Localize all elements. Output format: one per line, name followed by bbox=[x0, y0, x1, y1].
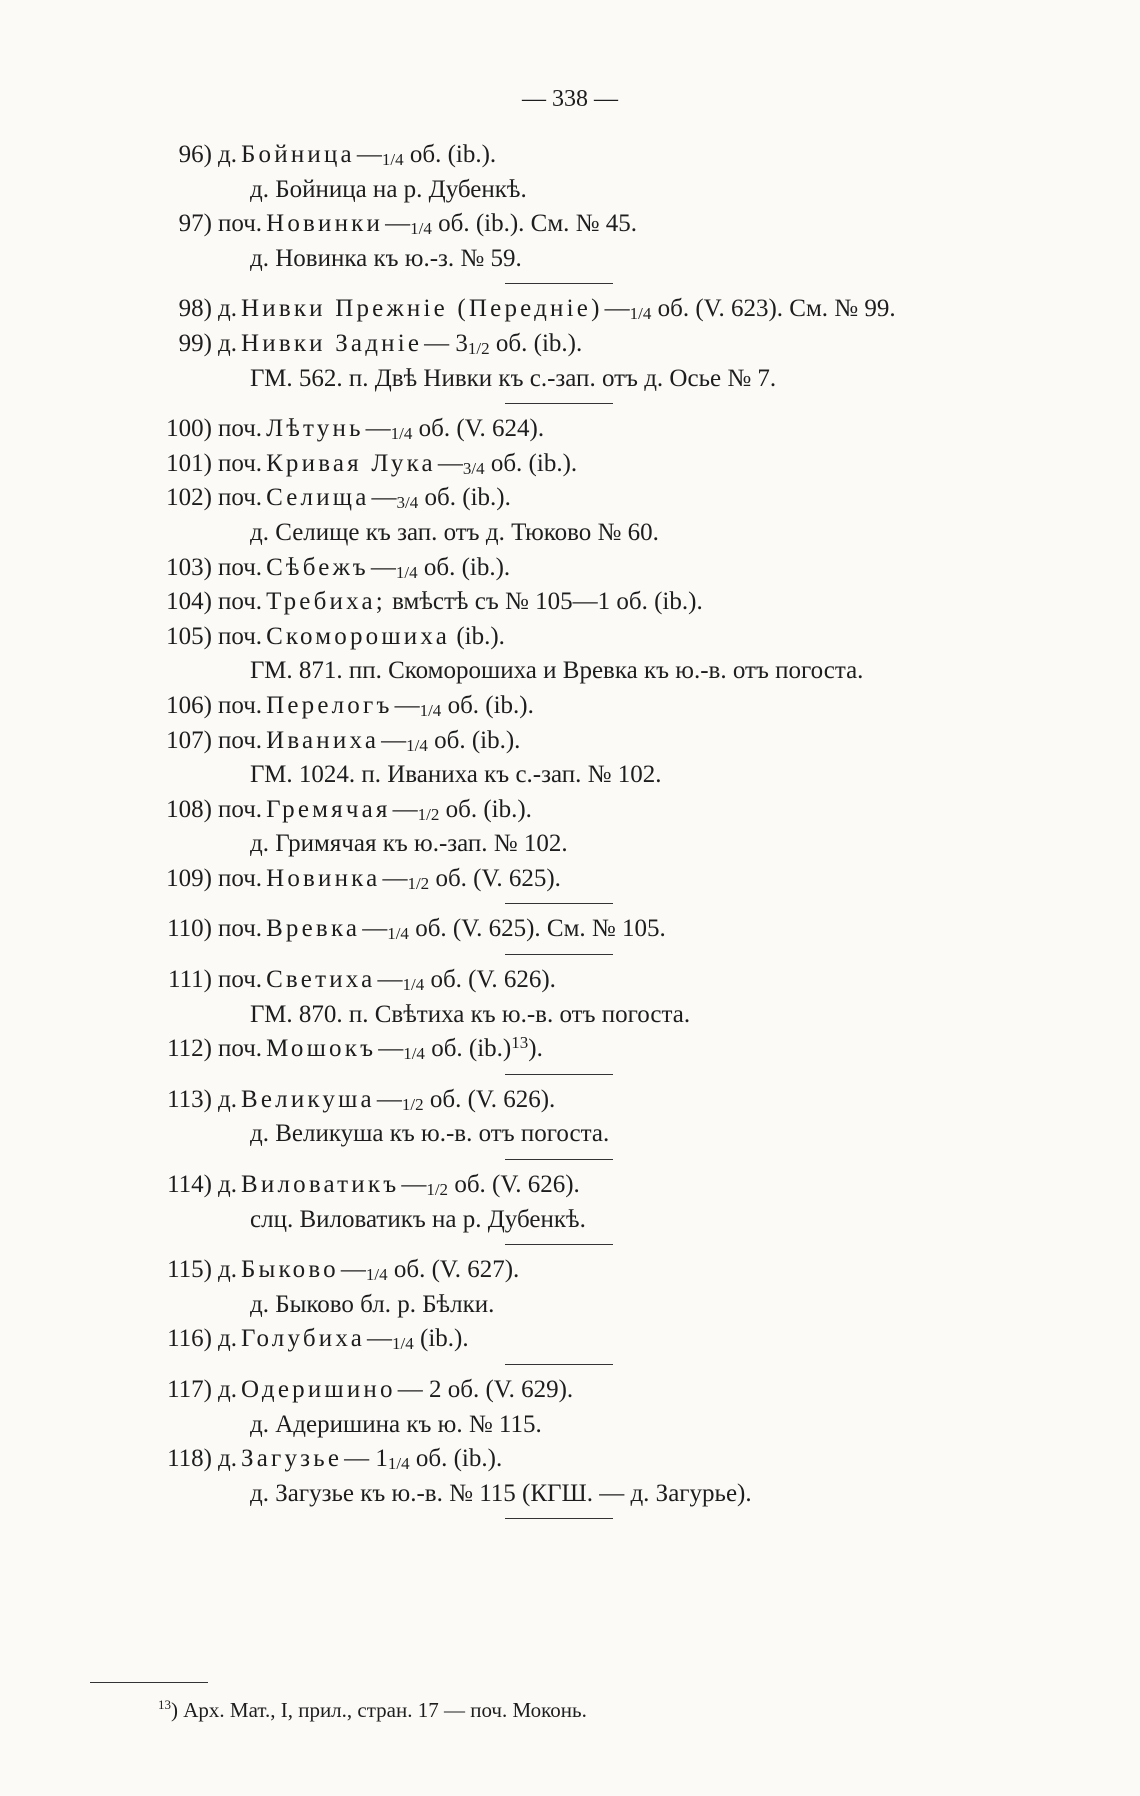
entry-name: Иваниха bbox=[266, 726, 380, 754]
entry-name: Виловатикъ bbox=[240, 1171, 400, 1199]
entry-name: Новинки bbox=[266, 210, 384, 238]
entry-rest: об. (V. 627). bbox=[387, 1256, 520, 1284]
entry-number: 108) bbox=[166, 795, 212, 823]
entry-prefix: поч. bbox=[218, 415, 263, 443]
entry-line bbox=[130, 1168, 1060, 1203]
entry-dash: — bbox=[385, 210, 411, 238]
entry-subline: д. Загузье къ ю.-в. № 115 (КГШ. — д. Загурье). bbox=[250, 1479, 752, 1507]
entry-prefix: поч. bbox=[218, 795, 263, 823]
entry-number: 101) bbox=[166, 449, 212, 477]
entry-number: 97) bbox=[178, 210, 212, 238]
section-separator bbox=[130, 896, 1060, 912]
entry-line bbox=[130, 724, 1060, 759]
entry-subline: ГМ. 1024. п. Иваниха къ с.-зап. № 102. bbox=[250, 761, 662, 789]
entry-name: Сѣбежъ bbox=[266, 553, 369, 581]
entry-fraction: 1/4 bbox=[629, 304, 652, 324]
entry-line bbox=[130, 1253, 1060, 1288]
entry-dash: — bbox=[437, 449, 463, 477]
entry-prefix: д. bbox=[218, 1376, 237, 1403]
entry-prefix: д. bbox=[218, 1171, 237, 1199]
entry-fraction: 1/2 bbox=[407, 873, 430, 893]
entry-prefix: д. bbox=[218, 1085, 237, 1113]
entry-number: 115) bbox=[167, 1256, 212, 1284]
entry-dash: — bbox=[378, 1035, 404, 1063]
entry-rest: об. (V. 629). bbox=[441, 1376, 574, 1403]
entry-rest: об. (V. 623). См. № 99. bbox=[651, 295, 896, 323]
entry-dash: — 1 bbox=[344, 1445, 388, 1473]
entry-prefix: поч. bbox=[218, 484, 263, 512]
footnote-mark: 13 bbox=[158, 1697, 171, 1712]
entry-fraction: 1/2 bbox=[401, 1094, 424, 1114]
entry-number: 116) bbox=[167, 1325, 212, 1353]
entry-fraction: 1/2 bbox=[417, 804, 440, 824]
entry-rest: об. (V. 625). bbox=[429, 864, 561, 892]
entry-list bbox=[130, 138, 1060, 1527]
entry-prefix: поч. bbox=[218, 864, 263, 892]
entry-dash: — bbox=[365, 415, 391, 443]
entry-fraction: 1/4 bbox=[402, 975, 425, 995]
entry-prefix: д. bbox=[218, 141, 237, 168]
entry-dash: — bbox=[371, 484, 397, 512]
entry-fraction: 1/4 bbox=[381, 150, 404, 169]
section-separator bbox=[130, 1152, 1060, 1168]
entry-line bbox=[130, 481, 1060, 516]
entry-fraction: 3/4 bbox=[396, 493, 419, 513]
entry-line bbox=[130, 862, 1060, 897]
entry-prefix: поч. bbox=[218, 1035, 263, 1063]
entry-prefix: поч. bbox=[218, 966, 263, 994]
entry-name: Одеришино bbox=[240, 1376, 396, 1403]
entry-prefix: д. bbox=[218, 1325, 237, 1353]
entry-line bbox=[130, 689, 1060, 724]
entry-dash: — bbox=[401, 1171, 427, 1199]
entry-name: Быково bbox=[240, 1256, 339, 1284]
entry-rest: об. (ib.). bbox=[489, 329, 583, 357]
entry-dash: — bbox=[362, 915, 388, 943]
entry-subline: д. Великуша къ ю.-в. отъ погоста. bbox=[250, 1120, 610, 1148]
entry-rest: об. (ib.). bbox=[439, 795, 532, 823]
entry-dash: — bbox=[377, 966, 403, 994]
entry-fraction: 1/4 bbox=[390, 424, 413, 444]
entry-number: 114) bbox=[167, 1171, 212, 1199]
entry-prefix: поч. bbox=[218, 210, 263, 238]
entry-line bbox=[130, 1442, 1060, 1477]
entry-subline: ГМ. 562. п. Двѣ Нивки къ с.-зап. отъ д. Осье № 7. bbox=[250, 364, 777, 392]
entry-rest: об. (ib.). bbox=[441, 691, 534, 719]
entry-rest: об. (V. 626). bbox=[423, 1085, 556, 1113]
footnote-text: ) Арх. Мат., I, прил., стран. 17 — поч. Моконь. bbox=[171, 1698, 587, 1722]
entry-name: Требиха; bbox=[266, 588, 386, 616]
entry-name: Бойница bbox=[240, 141, 355, 168]
entry-dash: — bbox=[376, 1085, 402, 1113]
entry-prefix: поч. bbox=[218, 622, 263, 650]
section-separator bbox=[130, 947, 1060, 963]
entry-name: Светиха bbox=[266, 966, 376, 994]
entry-name: Великуша bbox=[240, 1085, 375, 1113]
entry-fraction: 1/4 bbox=[395, 562, 418, 582]
entry-line bbox=[130, 793, 1060, 828]
entry-rest: об. (V. 626). bbox=[424, 966, 556, 994]
entry-number: 107) bbox=[166, 726, 212, 754]
entry-number: 103) bbox=[166, 553, 212, 581]
entry-name: Кривая Лука bbox=[266, 449, 436, 477]
entry-subline: д. Быково бл. р. Бѣлки. bbox=[250, 1290, 495, 1318]
entry-prefix: д. bbox=[218, 329, 237, 357]
entry-fraction: 1/2 bbox=[467, 338, 490, 358]
section-separator bbox=[130, 1357, 1060, 1373]
entry-fraction: 1/4 bbox=[387, 1454, 410, 1474]
entry-dash: — 2 bbox=[397, 1376, 442, 1403]
entry-dash: — bbox=[340, 1256, 366, 1284]
entry-number: 105) bbox=[166, 622, 212, 650]
entry-dash: — bbox=[356, 141, 382, 168]
entry-number: 110) bbox=[167, 915, 212, 943]
entry-line bbox=[130, 1322, 1060, 1357]
entry-rest: об. (ib.). bbox=[409, 1445, 503, 1473]
entry-number: 118) bbox=[167, 1445, 212, 1473]
entry-prefix: поч. bbox=[218, 588, 263, 616]
entry-name: Гремячая bbox=[266, 795, 391, 823]
page-number: — 338 — bbox=[522, 86, 618, 112]
section-separator bbox=[130, 1237, 1060, 1253]
entry-dash: — bbox=[382, 864, 408, 892]
section-separator bbox=[130, 1511, 1060, 1527]
entry-rest: об. (ib.). bbox=[403, 141, 497, 168]
entry-prefix: поч. bbox=[218, 915, 263, 943]
entry-dash: — bbox=[392, 795, 418, 823]
entry-fraction: 1/4 bbox=[406, 735, 428, 755]
entry-name: Мошокъ bbox=[266, 1035, 377, 1063]
entry-fraction: 1/2 bbox=[426, 1180, 449, 1200]
entry-number: 112) bbox=[167, 1035, 212, 1063]
footnote-rule bbox=[90, 1682, 208, 1683]
entry-fraction: 1/4 bbox=[387, 924, 409, 944]
entry-rest: (ib.). bbox=[413, 1325, 469, 1353]
entry-dash: — bbox=[381, 726, 407, 754]
entry-name: Нивки Прежніе (Передніе) bbox=[240, 295, 603, 323]
entry-subline: д. Адеришина къ ю. № 115. bbox=[250, 1410, 542, 1438]
entry-line bbox=[130, 447, 1060, 482]
entry-rest: об. (V. 625). См. № 105. bbox=[408, 915, 666, 943]
entry-line bbox=[130, 1373, 1060, 1408]
entry-prefix: поч. bbox=[218, 691, 263, 719]
entry-name: Загузье bbox=[240, 1445, 343, 1473]
entry-line bbox=[130, 1083, 1060, 1118]
entry-prefix: поч. bbox=[218, 726, 263, 754]
entry-name: Перелогъ bbox=[266, 691, 393, 719]
entry-number: 113) bbox=[167, 1085, 212, 1113]
entry-name: Селища bbox=[266, 484, 370, 512]
entry-prefix: поч. bbox=[218, 449, 263, 477]
entry-line bbox=[130, 963, 1060, 998]
entry-fraction: 3/4 bbox=[462, 458, 485, 478]
entry-dash: — 3 bbox=[424, 329, 468, 357]
entry-dash: — bbox=[604, 295, 630, 323]
entry-rest: об. (ib.). bbox=[417, 553, 511, 581]
entry-name: Голубиха bbox=[240, 1325, 366, 1353]
entry-number: 96) bbox=[178, 141, 212, 168]
entry-name: Лѣтунь bbox=[266, 415, 364, 443]
entry-number: 117) bbox=[167, 1376, 212, 1403]
entry-name: Вревка bbox=[266, 915, 361, 943]
entry-prefix: поч. bbox=[218, 553, 263, 581]
entry-number: 109) bbox=[166, 864, 212, 892]
entry-subline: д. Бойница на р. Дубенкѣ. bbox=[250, 175, 527, 203]
entry-subline: д. Гримячая къ ю.-зап. № 102. bbox=[250, 830, 568, 858]
entry-line bbox=[130, 585, 1060, 620]
entry-rest: об. (ib.). bbox=[427, 726, 521, 754]
entry-prefix: д. bbox=[218, 295, 237, 323]
entry-rest: об. (ib.). bbox=[418, 484, 511, 512]
entry-number: 111) bbox=[168, 966, 212, 994]
footnote bbox=[158, 1698, 587, 1723]
entry-dash: — bbox=[394, 691, 420, 719]
entry-rest: об. (V. 624). bbox=[412, 415, 545, 443]
entry-name: Новинка bbox=[266, 864, 381, 892]
entry-name: Скоморошиха bbox=[266, 622, 451, 650]
entry-number: 100) bbox=[166, 415, 212, 443]
entry-dash: — bbox=[367, 1325, 393, 1353]
entry-line bbox=[130, 292, 1060, 327]
entry-rest: об. (ib.) bbox=[424, 1035, 512, 1063]
entry-fraction: 1/4 bbox=[419, 700, 442, 720]
entry-rest: вмѣстѣ съ № 105—1 об. (ib.). bbox=[385, 588, 703, 616]
entry-rest-post: ). bbox=[528, 1035, 543, 1063]
entry-line bbox=[130, 912, 1060, 947]
entry-subline: д. Новинка къ ю.-з. № 59. bbox=[250, 244, 522, 272]
entry-number: 102) bbox=[166, 484, 212, 512]
entry-name: Нивки Задніе bbox=[240, 329, 423, 357]
entry-rest: (ib.). bbox=[450, 622, 505, 650]
entry-fraction: 1/4 bbox=[403, 1044, 425, 1064]
entry-rest: об. (ib.). См. № 45. bbox=[431, 210, 638, 238]
entry-line bbox=[130, 1032, 1060, 1067]
entry-subline: ГМ. 870. п. Свѣтиха къ ю.-в. отъ погоста. bbox=[250, 1000, 691, 1028]
entry-number: 98) bbox=[178, 295, 212, 323]
section-separator bbox=[130, 396, 1060, 412]
entry-fraction: 1/4 bbox=[410, 219, 432, 239]
entry-note-ref: 13 bbox=[511, 1033, 529, 1053]
entry-dash: — bbox=[370, 553, 396, 581]
entry-line bbox=[130, 412, 1060, 447]
entry-number: 104) bbox=[166, 588, 212, 616]
entry-line bbox=[130, 620, 1060, 655]
entry-rest: об. (V. 626). bbox=[448, 1171, 580, 1199]
entry-prefix: д. bbox=[218, 1445, 237, 1473]
entry-prefix: д. bbox=[218, 1256, 237, 1284]
entry-subline: слц. Виловатикъ на р. Дубенкѣ. bbox=[250, 1205, 586, 1233]
entry-line bbox=[130, 138, 1060, 173]
section-separator bbox=[130, 1067, 1060, 1083]
entry-number: 99) bbox=[178, 329, 212, 357]
entry-line bbox=[130, 207, 1060, 242]
entry-subline: д. Селище къ зап. отъ д. Тюково № 60. bbox=[250, 518, 659, 546]
entry-line bbox=[130, 327, 1060, 362]
entry-fraction: 1/4 bbox=[392, 1334, 414, 1354]
entry-fraction: 1/4 bbox=[365, 1265, 388, 1285]
entry-subline: ГМ. 871. пп. Скоморошиха и Вревка къ ю.-в. отъ погоста. bbox=[250, 657, 864, 685]
entry-line bbox=[130, 551, 1060, 586]
entry-number: 106) bbox=[166, 691, 212, 719]
section-separator bbox=[130, 276, 1060, 292]
entry-rest: об. (ib.). bbox=[484, 449, 578, 477]
